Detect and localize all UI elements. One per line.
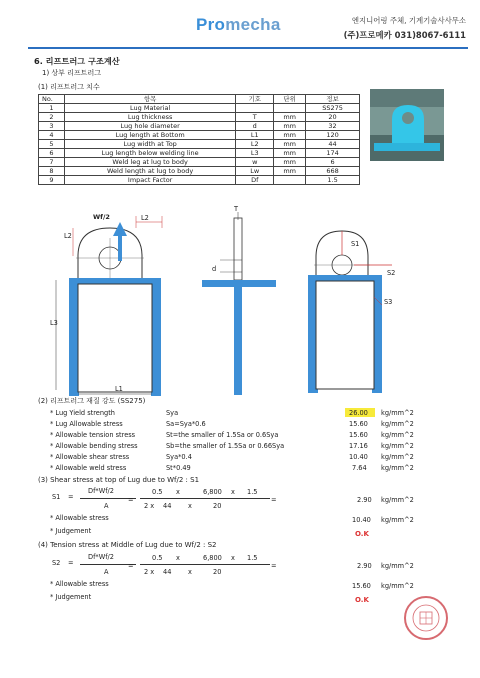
- cell: [274, 104, 306, 113]
- stress-label-s3: S3: [384, 298, 393, 306]
- cell: Lug length below welding line: [64, 149, 235, 158]
- shear-judgement: O.K: [355, 530, 369, 538]
- company-seal: [404, 596, 448, 640]
- shear-unit: kg/mm^2: [381, 496, 414, 504]
- strength-formula: St*0.49: [166, 464, 191, 472]
- cell: 6: [39, 149, 65, 158]
- shear-num-val: 1.5: [247, 488, 258, 496]
- strength-formula: Sya*0.4: [166, 453, 192, 461]
- strength-formula: Sb=the smaller of 1.5Sa or 0.66Sya: [166, 442, 285, 450]
- tension-equals-2: =: [128, 562, 134, 570]
- cell: 9: [39, 176, 65, 185]
- cell: SS275: [306, 104, 360, 113]
- cell: Lug thickness: [64, 113, 235, 122]
- cell: 1.5: [306, 176, 360, 185]
- subsection-title: 1) 상부 리프트러그: [42, 69, 101, 77]
- tension-den-x: x: [188, 568, 192, 576]
- cell: L2: [236, 140, 274, 149]
- cell: Lug Material: [64, 104, 235, 113]
- cell: 6: [306, 158, 360, 167]
- strength-label: * Allowable weld stress: [50, 464, 127, 472]
- cell: 174: [306, 149, 360, 158]
- table-row: [39, 149, 360, 158]
- cell: 4: [39, 131, 65, 140]
- tension-judge-label: * Judgement: [50, 593, 92, 601]
- shear-num-x: x: [231, 488, 235, 496]
- tension-result: 2.90: [357, 562, 372, 570]
- shear-lhs: S1: [52, 493, 61, 501]
- tension-unit: kg/mm^2: [381, 562, 414, 570]
- table-row: [39, 104, 360, 113]
- tension-equals: =: [68, 559, 74, 567]
- cell: Lug width at Top: [64, 140, 235, 149]
- cell: 8: [39, 167, 65, 176]
- cell: 1: [39, 104, 65, 113]
- dim-label-l2: L2: [141, 214, 149, 222]
- front-view-diagram: [40, 208, 190, 398]
- shear-numerator: Df*Wf/2: [88, 487, 114, 495]
- cell: 5: [39, 140, 65, 149]
- cell: L1: [236, 131, 274, 140]
- dim-label-t: T: [234, 205, 239, 213]
- tension-fraction-line-2: [140, 564, 270, 565]
- table-row: [39, 113, 360, 122]
- stress-location-diagram: [300, 225, 410, 395]
- tension-num-x: x: [231, 554, 235, 562]
- strength-label: * Lug Yield strength: [50, 409, 115, 417]
- dimension-table-title: (1) 리프트러그 치수: [38, 83, 100, 91]
- cell: Lw: [236, 167, 274, 176]
- shear-denominator: A: [104, 502, 109, 510]
- shear-num-val: 0.5: [152, 488, 163, 496]
- cell: 32: [306, 122, 360, 131]
- tension-equals-3: =: [271, 562, 277, 570]
- cell: Df: [236, 176, 274, 185]
- shear-title: (3) Shear stress at top of Lug due to Wf/2 : S1: [38, 476, 200, 484]
- table-row: [39, 167, 360, 176]
- cell: d: [236, 122, 274, 131]
- cell: Weld length at lug to body: [64, 167, 235, 176]
- strength-value: 26.00: [349, 409, 368, 417]
- shear-allow-label: * Allowable stress: [50, 514, 109, 522]
- seal-icon: [406, 598, 446, 638]
- cell: 7: [39, 158, 65, 167]
- strength-value: 7.64: [352, 464, 367, 472]
- cell: T: [236, 113, 274, 122]
- cell: mm: [274, 113, 306, 122]
- tension-judgement: O.K: [355, 596, 369, 604]
- dim-label-l1: L1: [115, 385, 123, 393]
- shear-equals: =: [68, 493, 74, 501]
- tension-lhs: S2: [52, 559, 61, 567]
- load-label: Wf/2: [93, 213, 110, 221]
- cell: [274, 176, 306, 185]
- lug-photo-image: [370, 89, 444, 161]
- stress-label-s1: S1: [351, 240, 360, 248]
- strength-unit: kg/mm^2: [381, 453, 414, 461]
- strength-label: * Allowable tension stress: [50, 431, 136, 439]
- shear-den-x: x: [188, 502, 192, 510]
- table-row: [39, 158, 360, 167]
- cell: w: [236, 158, 274, 167]
- tension-allow-label: * Allowable stress: [50, 580, 109, 588]
- strength-unit: kg/mm^2: [381, 420, 414, 428]
- shear-fraction-line-2: [140, 498, 270, 499]
- strength-label: * Allowable shear stress: [50, 453, 130, 461]
- shear-num-val: 6,800: [203, 488, 222, 496]
- header-cell: 정보: [306, 95, 360, 104]
- strength-unit: kg/mm^2: [381, 409, 414, 417]
- table-row: [39, 140, 360, 149]
- strength-value: 10.40: [349, 453, 368, 461]
- table-row: [39, 176, 360, 185]
- cell: mm: [274, 131, 306, 140]
- logo-pro: Pro: [196, 15, 226, 34]
- table-row: [39, 122, 360, 131]
- table-header-row: [39, 95, 360, 104]
- tension-allow-unit: kg/mm^2: [381, 582, 414, 590]
- strength-value: 15.60: [349, 431, 368, 439]
- cell: Lug hole diameter: [64, 122, 235, 131]
- tension-num-val: 0.5: [152, 554, 163, 562]
- strength-value: 15.60: [349, 420, 368, 428]
- cell: mm: [274, 158, 306, 167]
- cell: Impact Factor: [64, 176, 235, 185]
- shear-equals-3: =: [271, 496, 277, 504]
- strength-label: * Allowable bending stress: [50, 442, 138, 450]
- logo-mecha: mecha: [225, 15, 281, 34]
- strength-unit: kg/mm^2: [381, 431, 414, 439]
- company-logo: [196, 15, 281, 35]
- strength-unit: kg/mm^2: [381, 442, 414, 450]
- company-contact: (주)프로메카 031)8067-6111: [343, 30, 466, 40]
- cell: 2: [39, 113, 65, 122]
- cell: 668: [306, 167, 360, 176]
- section-title: 6. 리프트러그 구조계산: [34, 56, 120, 66]
- tension-num-val: 6,800: [203, 554, 222, 562]
- tension-allow-value: 15.60: [352, 582, 371, 590]
- strength-title: (2) 리프트러그 재질 강도 (SS275): [38, 397, 146, 405]
- shear-den-val: 44: [163, 502, 172, 510]
- shear-num-x: x: [176, 488, 180, 496]
- cell: Weld leg at lug to body: [64, 158, 235, 167]
- cell: 3: [39, 122, 65, 131]
- header-divider: [28, 47, 468, 49]
- shear-result: 2.90: [357, 496, 372, 504]
- tension-num-val: 1.5: [247, 554, 258, 562]
- dimension-table: [38, 94, 360, 185]
- dim-label-l2-left: L2: [64, 232, 72, 240]
- lug-photo: [370, 89, 444, 161]
- side-view-diagram: [200, 212, 280, 397]
- shear-den-val: 20: [213, 502, 222, 510]
- cell: 44: [306, 140, 360, 149]
- header-cell: 기호: [236, 95, 274, 104]
- shear-allow-unit: kg/mm^2: [381, 516, 414, 524]
- shear-allow-value: 10.40: [352, 516, 371, 524]
- company-description: 엔지니어링 주체, 기계기술사사무소: [351, 16, 466, 25]
- strength-formula: Sa=Sya*0.6: [166, 420, 206, 428]
- strength-formula: St=the smaller of 1.5Sa or 0.6Sya: [166, 431, 279, 439]
- tension-num-x: x: [176, 554, 180, 562]
- shear-den-val: 2 x: [144, 502, 155, 510]
- strength-value: 17.16: [349, 442, 368, 450]
- strength-label: * Lug Allowable stress: [50, 420, 123, 428]
- cell: mm: [274, 140, 306, 149]
- cell: [236, 104, 274, 113]
- header-cell: 항목: [64, 95, 235, 104]
- shear-judge-label: * Judgement: [50, 527, 92, 535]
- header-cell: No.: [39, 95, 65, 104]
- cell: L3: [236, 149, 274, 158]
- tension-den-val: 2 x: [144, 568, 155, 576]
- cell: mm: [274, 167, 306, 176]
- tension-den-val: 44: [163, 568, 172, 576]
- dim-label-l3: L3: [50, 319, 58, 327]
- tension-numerator: Df*Wf/2: [88, 553, 114, 561]
- cell: 20: [306, 113, 360, 122]
- tension-title: (4) Tension stress at Middle of Lug due to Wf/2 : S2: [38, 541, 217, 549]
- table-row: [39, 131, 360, 140]
- cell: mm: [274, 122, 306, 131]
- tension-den-val: 20: [213, 568, 222, 576]
- strength-formula: Sya: [166, 409, 179, 417]
- cell: 120: [306, 131, 360, 140]
- cell: Lug length at Bottom: [64, 131, 235, 140]
- tension-denominator: A: [104, 568, 109, 576]
- header-cell: 단위: [274, 95, 306, 104]
- cell: mm: [274, 149, 306, 158]
- dim-label-d: d: [212, 265, 217, 273]
- stress-label-s2: S2: [387, 269, 396, 277]
- strength-unit: kg/mm^2: [381, 464, 414, 472]
- shear-equals-2: =: [128, 496, 134, 504]
